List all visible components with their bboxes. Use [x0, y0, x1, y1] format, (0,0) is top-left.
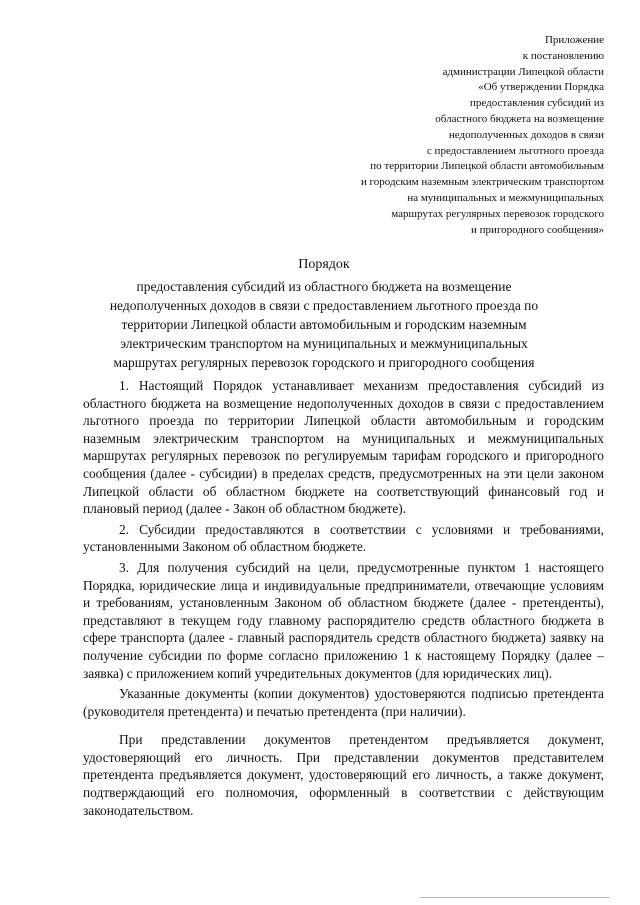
appendix-line: по территории Липецкой области автомобильным — [370, 160, 604, 173]
document-body — [83, 377, 604, 822]
title-line: недополученных доходов в связи с предоставлением льготного проезда по — [109, 298, 539, 313]
appendix-line: и пригородного сообщения» — [471, 223, 604, 236]
title-line: маршрутах регулярных перевозок городского и пригородного сообщения — [113, 355, 535, 370]
title-line: электрическим транспортом на муниципальных и межмуниципальных — [120, 336, 528, 351]
appendix-line: администрации Липецкой области — [442, 65, 604, 78]
appendix-line: предоставления субсидий из — [469, 97, 604, 110]
appendix-line: к постановлению — [522, 49, 604, 62]
title-line: предоставления субсидий из областного бюджета на возмещение — [136, 279, 512, 294]
appendix-line: «Об утверждении Порядка — [478, 81, 604, 94]
page-edge-divider — [420, 897, 610, 898]
appendix-line: областного бюджета на возмещение — [435, 112, 604, 125]
paragraph-3: 3. Для получения субсидий на цели, предусмотренные пунктом 1 настоящего Порядка, юридические лица и индивидуальные предприниматели, отвечающие условиям и требованиям, установленным Законом об областном бюджете (далее - претенденты), представляют в текущем году главному распорядителю средств областного бюджета в сфере транспорта (далее - главный распорядитель средств областного бюджета) заявку на получение субсидии по форме согласно приложению 1 к настоящему Порядку (далее – заявка) с приложением копий учредительных документов (для юридических лиц). — [83, 559, 604, 681]
appendix-line: недополученных доходов в связи — [448, 128, 604, 141]
paragraph-2: 2. Субсидии предоставляются в соответствии с условиями и требованиями, установленными Законом об областном бюджете. — [83, 521, 604, 555]
paragraph-4: Указанные документы (копии документов) удостоверяются подписью претендента (руководителя претендента) и печатью претендента (при наличии). — [83, 686, 604, 719]
title-line: территории Липецкой области автомобильным и городским наземным — [121, 317, 527, 332]
appendix-line: на муниципальных и межмуниципальных — [407, 191, 604, 204]
appendix-line: с предоставлением льготного проезда — [426, 144, 604, 157]
paragraph-5: При представлении документов претендентом предъявляется документ, удостоверяющий его личность. При представлении документов представителем претендента предъявляется документ, удостоверяющий его личность, а также документ, подтверждающий его полномочия, оформленный в соответствии с действующим законодательством. — [83, 732, 604, 818]
paragraph-1: 1. Настоящий Порядок устанавливает механизм предоставления субсидий из областного бюджета на возмещение недополученных доходов в связи с предоставлением льготного проезда по территории Липецкой области автомобильным и городским наземным электрическим транспортом на муниципальных и межмуниципальных маршрутах регулярных перевозок по регулируемым тарифам городского и пригородного сообщения (далее - субсидии) в пределах средств, предусмотренных на эти цели законом Липецкой области об областном бюджете на соответствующий финансовый год и плановый период (далее - Закон об областном бюджете). — [83, 378, 604, 517]
appendix-line: Приложение — [544, 34, 604, 46]
appendix-line: и городским наземным электрическим транспортом — [360, 176, 604, 189]
appendix-header — [274, 33, 604, 238]
appendix-line: маршрутах регулярных перевозок городского — [391, 207, 604, 220]
title-heading: Порядок — [298, 257, 350, 272]
document-title — [40, 255, 608, 372]
